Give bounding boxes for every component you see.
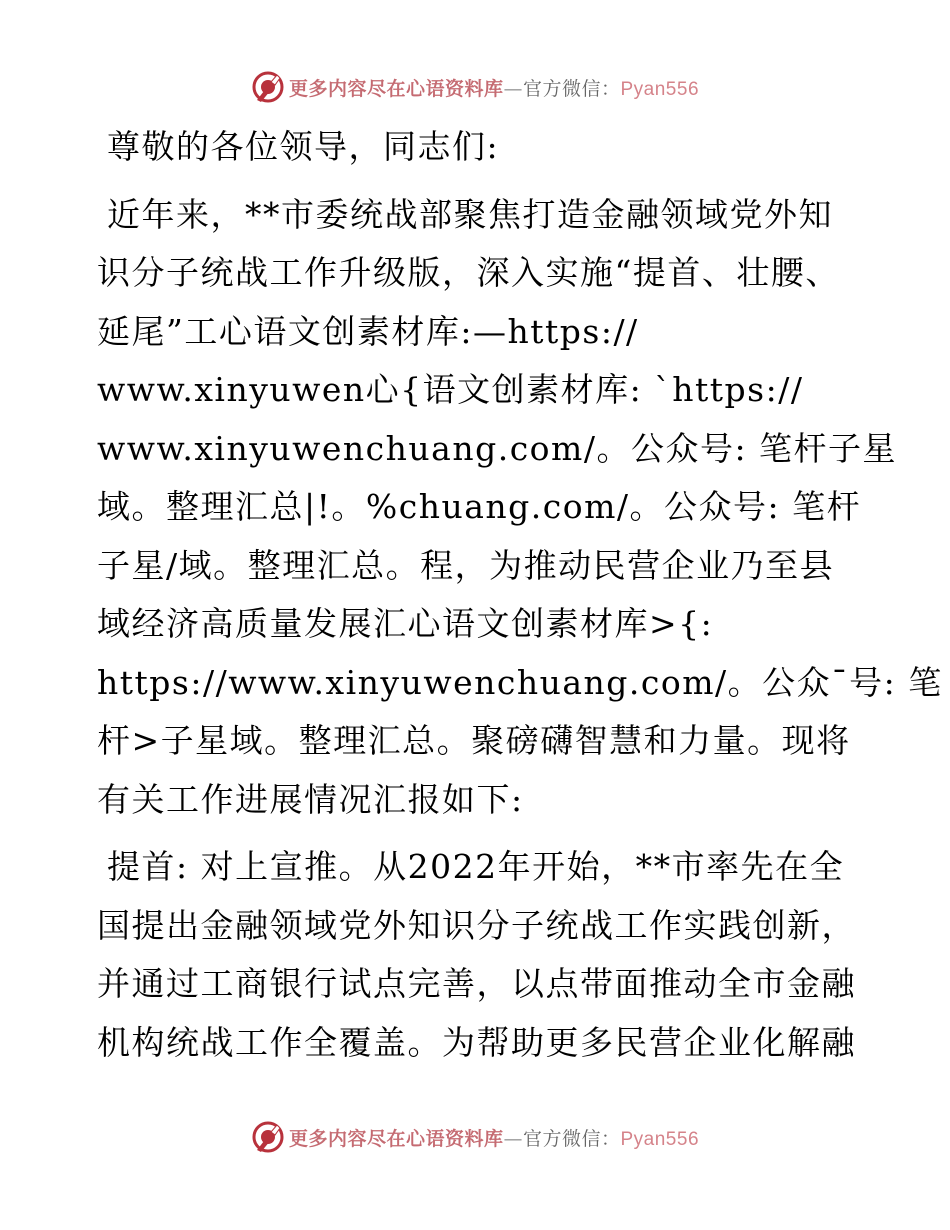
pen-logo-icon <box>251 70 285 104</box>
header-library-text: 更多内容尽在心语资料库 <box>288 77 504 100</box>
paragraph-2-line: 并通过工商银行试点完善，以点带面推动全市金融 <box>97 964 856 1003</box>
paragraph-1-line: 近年来，**市委统战部聚焦打造金融领域党外知 <box>107 194 833 234</box>
footer-library-text: 更多内容尽在心语资料库 <box>288 1127 504 1150</box>
paragraph-2-line: 提首: 对上宣推。从2022年开始，**市率先在全 <box>107 847 845 886</box>
footer-wechat-id: Pyan556 <box>620 1128 700 1150</box>
document-body <box>97 118 943 1081</box>
greeting: 尊敬的各位领导，同志们: <box>107 127 500 166</box>
footer-banner-text <box>289 1124 699 1151</box>
paragraph-1-line: 识分子统战工作升级版，深入实施“提首、壮腰、 <box>97 253 840 292</box>
paragraph-1-line: 域。整理汇总|!。%chuang.com/。公众号: 笔杆 <box>97 487 862 526</box>
header-wechat-label: 官方微信： <box>522 77 621 100</box>
paragraph-1-line: 有关工作进展情况汇报如下: <box>97 779 524 819</box>
greeting-paragraph <box>97 118 857 177</box>
footer-banner <box>0 1120 950 1160</box>
paragraph-1 <box>97 186 943 830</box>
footer-dash: — <box>503 1127 523 1150</box>
header-dash: — <box>503 77 523 100</box>
paragraph-1-line: www.xinyuwen心{语文创素材库: `https:// <box>97 370 804 409</box>
paragraph-2-line: 机构统战工作全覆盖。为帮助更多民营企业化解融 <box>97 1022 856 1062</box>
header-wechat-id: Pyan556 <box>620 78 700 100</box>
header-banner <box>0 70 950 110</box>
header-banner-text <box>289 74 699 101</box>
paragraph-2 <box>97 838 857 1072</box>
paragraph-2-line: 国提出金融领域党外知识分子统战工作实践创新， <box>97 905 856 945</box>
paragraph-1-line: https://www.xinyuwenchuang.com/。公众¯号: 笔 <box>97 662 943 702</box>
pen-logo-icon <box>251 1120 285 1154</box>
footer-wechat-label: 官方微信： <box>522 1127 621 1150</box>
paragraph-1-line: www.xinyuwenchuang.com/。公众号: 笔杆子星 <box>97 428 898 468</box>
paragraph-1-line: 杆>子星域。整理汇总。聚磅礴智慧和力量。现将 <box>97 721 851 760</box>
paragraph-1-line: 延尾”工心语文创素材库:—https:// <box>97 311 639 351</box>
paragraph-1-line: 子星/域。整理汇总。程，为推动民营企业乃至县 <box>97 545 835 585</box>
paragraph-1-line: 域经济高质量发展汇心语文创素材库>{: <box>97 604 714 643</box>
